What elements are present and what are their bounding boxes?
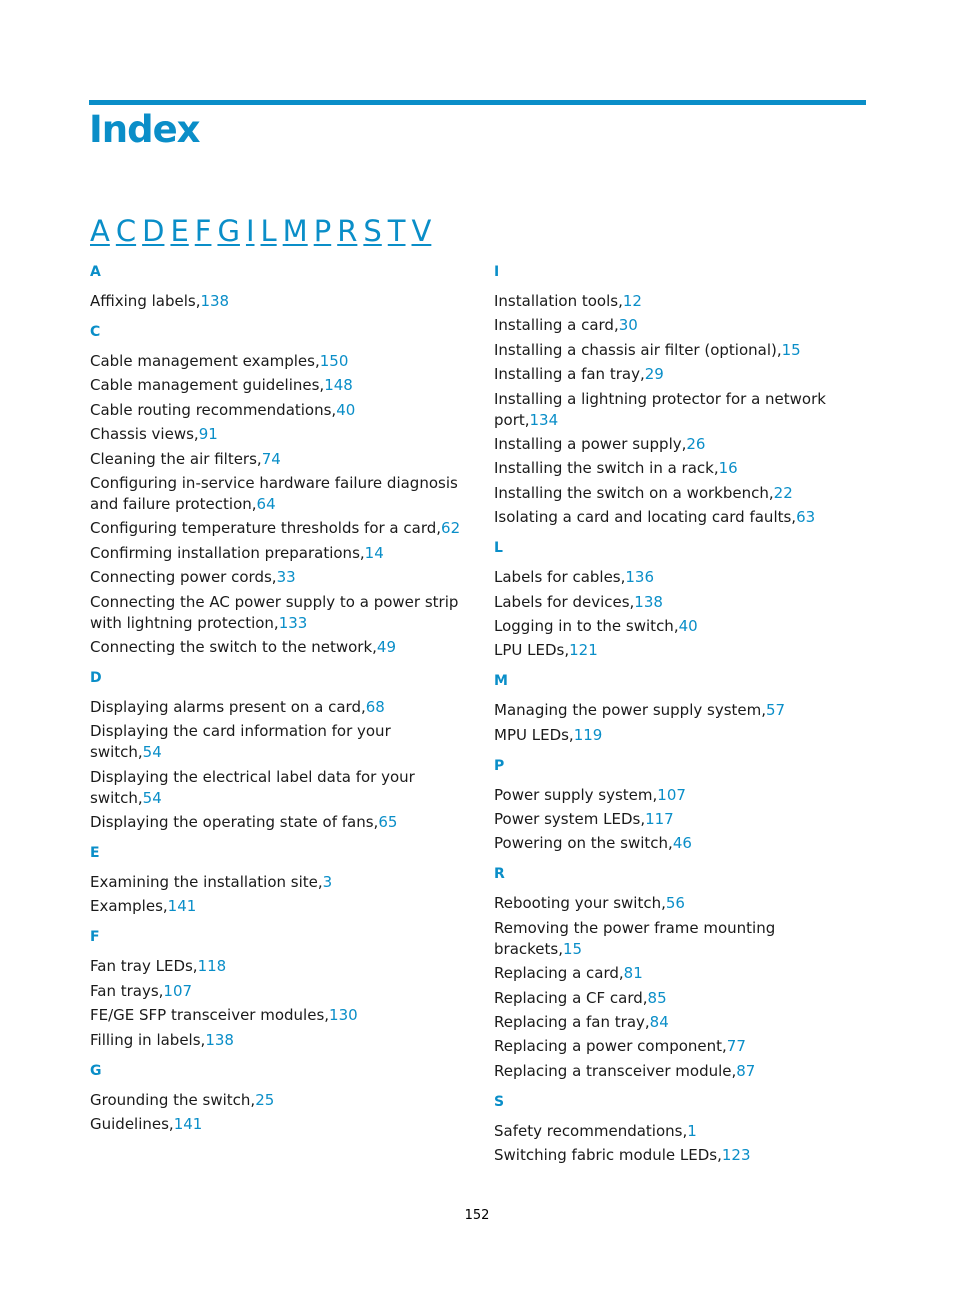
index-entry-page-link[interactable]: 12 (622, 292, 642, 310)
index-entry-page-link[interactable]: 77 (726, 1037, 746, 1056)
index-entry-page-link[interactable]: 150 (319, 352, 349, 370)
index-entry-text: Replacing a transceiver module, (494, 1061, 737, 1080)
index-entry-text: LPU LEDs, (494, 641, 570, 660)
index-entry-page-link[interactable]: 138 (205, 1030, 234, 1049)
index-entry (90, 872, 465, 893)
index-entry (90, 400, 465, 421)
index-entry (90, 375, 465, 396)
index-entry (494, 592, 866, 613)
index-entry (494, 567, 866, 588)
index-entry (494, 640, 866, 661)
alphabet-link-d[interactable]: D (142, 214, 165, 248)
index-entry-text: Cleaning the air filters, (90, 449, 262, 468)
index-entry (494, 291, 866, 312)
index-entry-text: Labels for cables, (494, 568, 626, 587)
alphabet-link-t[interactable]: T (387, 214, 406, 248)
index-entry-page-link[interactable]: 136 (625, 568, 655, 587)
index-entry-text: Logging in to the switch, (494, 616, 679, 635)
index-entry (90, 1090, 465, 1111)
index-entry-page-link[interactable]: 15 (562, 939, 583, 958)
index-entry (494, 364, 866, 385)
alphabet-link-r[interactable]: R (337, 214, 358, 248)
index-entry-page-link[interactable]: 107 (163, 981, 193, 1000)
index-entry-page-link[interactable]: 68 (365, 697, 385, 716)
index-entry-text: Configuring temperature thresholds for a card, (90, 519, 442, 538)
index-entry-page-link[interactable]: 85 (647, 988, 667, 1007)
index-entry-page-link[interactable]: 74 (261, 449, 281, 468)
alphabet-link-a[interactable]: A (90, 214, 110, 248)
index-entry-page-link[interactable]: 117 (645, 810, 674, 829)
index-entry (90, 981, 465, 1002)
index-entry-text: Cable management guidelines, (90, 376, 325, 395)
index-entry-page-link[interactable]: 64 (256, 494, 276, 513)
index-entry-page-link[interactable]: 65 (378, 813, 398, 832)
index-entry-page-link[interactable]: 14 (364, 543, 384, 562)
index-letter-heading: P (494, 757, 505, 774)
page-number: 152 (464, 1208, 490, 1223)
index-entry-page-link[interactable]: 123 (721, 1146, 751, 1165)
alphabet-link-v[interactable]: V (411, 214, 432, 248)
index-entry-page-link[interactable]: 63 (796, 508, 816, 527)
index-entry-text: Replacing a CF card, (494, 988, 648, 1007)
index-entry-text: Installing a lightning protector for a network port, (494, 389, 826, 429)
index-entry-page-link[interactable]: 134 (529, 410, 559, 429)
index-entry (90, 543, 465, 564)
index-entry (494, 963, 866, 984)
index-entry-text: Filling in labels, (90, 1030, 206, 1049)
index-entry (90, 1030, 465, 1051)
index-entry (494, 389, 866, 431)
index-entry-text: Switching fabric module LEDs, (494, 1146, 722, 1165)
index-letter-heading: I (494, 264, 500, 280)
index-entry-page-link[interactable]: 15 (781, 340, 801, 359)
index-letter-heading: D (90, 669, 102, 686)
index-entry-text: Powering on the switch, (494, 834, 673, 853)
index-entry (90, 567, 465, 588)
index-entry (494, 458, 866, 479)
index-entry-page-link[interactable]: 138 (634, 592, 663, 611)
alphabet-link-g[interactable]: G (217, 214, 240, 248)
index-entry (494, 918, 866, 960)
index-entry (494, 785, 866, 806)
index-entry-text: Examining the installation site, (90, 873, 323, 892)
index-entry-page-link[interactable]: 22 (773, 483, 793, 502)
alphabet-nav (90, 214, 437, 248)
index-entry-page-link[interactable]: 87 (736, 1061, 756, 1080)
index-entry-page-link[interactable]: 133 (278, 613, 308, 632)
index-entry (494, 483, 866, 504)
index-entry-page-link[interactable]: 49 (376, 637, 397, 656)
index-entry-page-link[interactable]: 57 (766, 701, 786, 720)
index-entry-text: Connecting the AC power supply to a power strip with lightning protection, (90, 592, 459, 632)
index-entry-text: Replacing a card, (494, 964, 624, 983)
index-entry-text: Grounding the switch, (90, 1090, 256, 1109)
index-entry-text: Displaying the card information for your switch, (90, 722, 391, 762)
index-letter-heading: S (494, 1093, 505, 1110)
index-entry-text: Displaying the operating state of fans, (90, 813, 379, 832)
index-entry-text: Examples, (90, 897, 168, 916)
index-entry-text: Cable routing recommendations, (90, 400, 337, 419)
index-entry (494, 700, 866, 721)
index-entry-text: Displaying alarms present on a card, (90, 697, 366, 716)
index-entry-text: Cable management examples, (90, 352, 320, 370)
index-entry-page-link[interactable]: 33 (276, 568, 296, 587)
index-entry (494, 833, 866, 854)
index-entry-page-link[interactable]: 81 (623, 964, 643, 983)
index-entry (494, 1012, 866, 1033)
index-entry-page-link[interactable]: 40 (336, 400, 356, 419)
index-entry (90, 1114, 465, 1135)
index-entry-text: Fan trays, (90, 981, 164, 1000)
index-entry-page-link[interactable]: 40 (678, 616, 698, 635)
index-entry-text: Replacing a power component, (494, 1037, 727, 1056)
alphabet-link-p[interactable]: P (313, 214, 332, 248)
alphabet-link-s[interactable]: S (363, 214, 382, 248)
index-entry (494, 1061, 866, 1082)
index-entry-text: Installing a power supply, (494, 434, 687, 453)
index-entry-text: Affixing labels, (90, 292, 201, 310)
index-column-left (90, 262, 465, 1138)
index-entry-text: Labels for devices, (494, 592, 635, 611)
index-column-right (494, 262, 866, 1170)
index-entry-text: Installing the switch on a workbench, (494, 483, 774, 502)
alphabet-link-l[interactable]: L (260, 214, 277, 248)
index-letter-heading: F (90, 929, 100, 946)
index-letter-heading: M (494, 673, 508, 690)
index-entry (90, 473, 465, 515)
index-entry (494, 988, 866, 1009)
index-entry (90, 956, 465, 977)
index-entry (90, 697, 465, 718)
index-entry (494, 315, 866, 336)
index-entry-text: Managing the power supply system, (494, 701, 767, 720)
index-letter-heading: G (90, 1062, 102, 1079)
index-entry-page-link[interactable]: 56 (665, 894, 685, 913)
index-entry-page-link[interactable]: 54 (142, 788, 162, 807)
index-entry-page-link[interactable]: 107 (657, 785, 686, 804)
index-entry (494, 725, 866, 746)
index-entry-text: Configuring in-service hardware failure diagnosis and failure protection, (90, 473, 458, 513)
index-entry (90, 424, 465, 445)
index-entry-text: Installing a fan tray, (494, 365, 645, 384)
index-entry-page-link[interactable]: 25 (255, 1090, 275, 1109)
index-entry-text: Installing a chassis air filter (optional), (494, 340, 782, 359)
index-entry-text: Connecting the switch to the network, (90, 637, 377, 656)
index-entry (494, 1036, 866, 1057)
index-entry-page-link[interactable]: 91 (198, 425, 218, 444)
index-entry (90, 518, 465, 539)
index-entry-text: Installing the switch in a rack, (494, 459, 719, 478)
index-entry-text: Confirming installation preparations, (90, 543, 365, 562)
index-entry (90, 351, 465, 372)
alphabet-link-c[interactable]: C (115, 214, 137, 248)
index-entry-text: Isolating a card and locating card faults, (494, 508, 797, 527)
index-letter-heading: A (90, 264, 101, 280)
index-entry-page-link[interactable]: 138 (200, 292, 230, 310)
index-entry-page-link[interactable]: 54 (142, 743, 162, 762)
index-entry-text: Installation tools, (494, 292, 623, 310)
alphabet-link-f[interactable]: F (194, 214, 212, 248)
index-entry (494, 340, 866, 361)
index-entry-text: MPU LEDs, (494, 725, 574, 744)
index-entry-page-link[interactable]: 3 (322, 873, 333, 892)
index-letter-heading: R (494, 866, 505, 883)
alphabet-link-e[interactable]: E (170, 214, 189, 248)
index-entry-text: Installing a card, (494, 316, 619, 335)
index-entry (90, 721, 465, 763)
index-entry (494, 1145, 866, 1166)
index-entry-text: Displaying the electrical label data for your switch, (90, 767, 415, 807)
index-entry-page-link[interactable]: 119 (573, 725, 603, 744)
index-entry-page-link[interactable]: 118 (197, 957, 227, 976)
index-entry-page-link[interactable]: 148 (324, 376, 353, 395)
page-title: Index (89, 108, 200, 151)
index-entry-page-link[interactable]: 130 (329, 1006, 358, 1025)
index-entry-text: Connecting power cords, (90, 568, 277, 587)
index-entry-text: Fan tray LEDs, (90, 957, 198, 976)
index-entry-text: Guidelines, (90, 1115, 174, 1134)
index-entry-text: Replacing a fan tray, (494, 1013, 650, 1032)
index-entry-page-link[interactable]: 16 (718, 459, 738, 478)
index-entry (90, 767, 465, 809)
index-entry-page-link[interactable]: 141 (167, 897, 197, 916)
index-entry-text: Power supply system, (494, 785, 658, 804)
index-entry (90, 896, 465, 917)
index-entry-page-link[interactable]: 26 (686, 434, 706, 453)
index-entry (90, 592, 465, 634)
index-entry-text: Removing the power frame mounting brackets, (494, 918, 776, 958)
index-entry-page-link[interactable]: 84 (649, 1013, 669, 1032)
index-entry (90, 291, 465, 312)
index-entry (494, 434, 866, 455)
index-entry (90, 1005, 465, 1026)
index-entry-page-link[interactable]: 30 (618, 316, 638, 335)
index-entry-text: Chassis views, (90, 425, 199, 444)
index-entry (90, 812, 465, 833)
index-entry-text: Safety recommendations, (494, 1121, 688, 1140)
index-entry-page-link[interactable]: 1 (687, 1121, 697, 1140)
index-entry-page-link[interactable]: 141 (173, 1115, 203, 1134)
index-entry-page-link[interactable]: 29 (644, 365, 664, 384)
index-entry-text: FE/GE SFP transceiver modules, (90, 1006, 330, 1025)
alphabet-link-i[interactable]: I (245, 214, 255, 248)
index-entry (494, 507, 866, 528)
index-entry-page-link[interactable]: 46 (672, 834, 692, 853)
index-letter-heading: E (90, 845, 100, 862)
index-entry (90, 637, 465, 658)
title-rule (89, 100, 866, 105)
alphabet-link-m[interactable]: M (282, 214, 308, 248)
index-letter-heading: C (90, 324, 101, 340)
index-entry-page-link[interactable]: 62 (441, 519, 461, 538)
index-entry (494, 1121, 866, 1142)
index-entry (494, 616, 866, 637)
index-entry-page-link[interactable]: 121 (569, 641, 598, 660)
index-entry (494, 809, 866, 830)
index-entry-text: Power system LEDs, (494, 810, 646, 829)
index-entry (90, 449, 465, 470)
index-letter-heading: L (494, 540, 503, 557)
index-entry-text: Rebooting your switch, (494, 894, 666, 913)
index-entry (494, 893, 866, 914)
